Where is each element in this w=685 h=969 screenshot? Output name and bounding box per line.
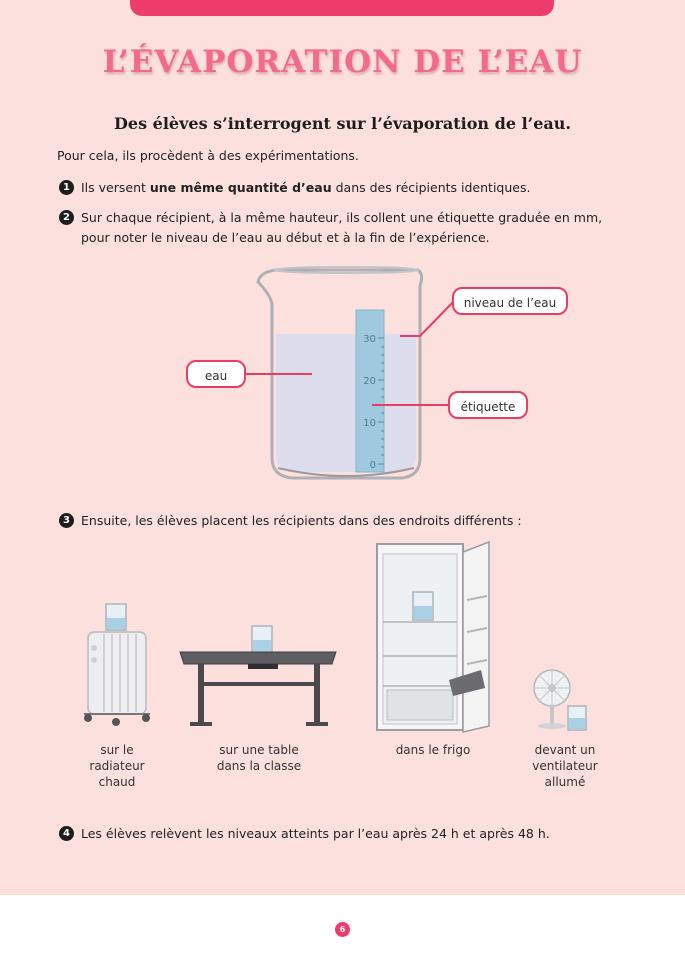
radiator-illustration — [80, 600, 155, 730]
step-1-number: 1 — [59, 180, 74, 195]
water-level-pointer — [400, 300, 455, 336]
step-1-bold: une même quantité d’eau — [149, 180, 332, 195]
fridge-illustration — [373, 540, 498, 735]
step-1-text — [81, 178, 530, 198]
location-fan-line-3: allumé — [544, 775, 586, 789]
tick-label-20: 20 — [363, 376, 376, 387]
location-table-label — [199, 742, 319, 774]
tick-label-10: 10 — [363, 418, 376, 429]
beaker-water — [276, 334, 416, 472]
fan-illustration — [528, 666, 596, 738]
step-2-number: 2 — [59, 210, 74, 225]
location-radiator-line-3: chaud — [98, 775, 136, 789]
location-fan-line-2: ventilateur — [532, 759, 598, 773]
step-3-number: 3 — [59, 513, 74, 528]
header-bar — [130, 0, 554, 16]
step-4-text: Les élèves relèvent les niveaux atteints par l’eau après 24 h et après 48 h. — [81, 826, 550, 841]
location-table-line-2: dans la classe — [216, 759, 302, 773]
callout-water-level: niveau de l’eau — [452, 287, 568, 315]
step-2-line-2: pour noter le niveau de l’eau au début et à la fin de l’expérience. — [81, 230, 490, 245]
intro-text: Pour cela, ils procèdent à des expérimentations. — [57, 148, 359, 163]
location-fan-label — [520, 742, 610, 790]
location-table-line-1: sur une table — [219, 743, 299, 757]
step-2-line-1: Sur chaque récipient, à la même hauteur, ils collent une étiquette graduée en mm, — [81, 210, 603, 225]
step-1-text-end: dans des récipients identiques. — [331, 180, 531, 195]
page-subtitle: Des élèves s’interrogent sur l’évaporation de l’eau. — [114, 114, 571, 133]
location-radiator-line-1: sur le — [100, 743, 134, 757]
location-fridge-label — [385, 742, 481, 758]
step-3-text: Ensuite, les élèves placent les récipients dans des endroits différents : — [81, 513, 522, 528]
location-radiator-label — [72, 742, 162, 790]
location-fan-line-1: devant un — [534, 743, 596, 757]
step-1-text-start: Ils versent — [81, 180, 150, 195]
location-radiator-line-2: radiateur — [89, 759, 145, 773]
page-number: 6 — [335, 922, 350, 937]
table-illustration — [176, 620, 341, 732]
callout-water: eau — [186, 360, 246, 388]
location-fridge-line-1: dans le frigo — [395, 743, 471, 757]
step-4-number: 4 — [59, 826, 74, 841]
page-title: L’ÉVAPORATION DE L’EAU — [102, 44, 583, 80]
callout-label: étiquette — [448, 391, 528, 419]
tick-label-30: 30 — [363, 334, 376, 345]
tick-label-0: 0 — [369, 460, 376, 471]
